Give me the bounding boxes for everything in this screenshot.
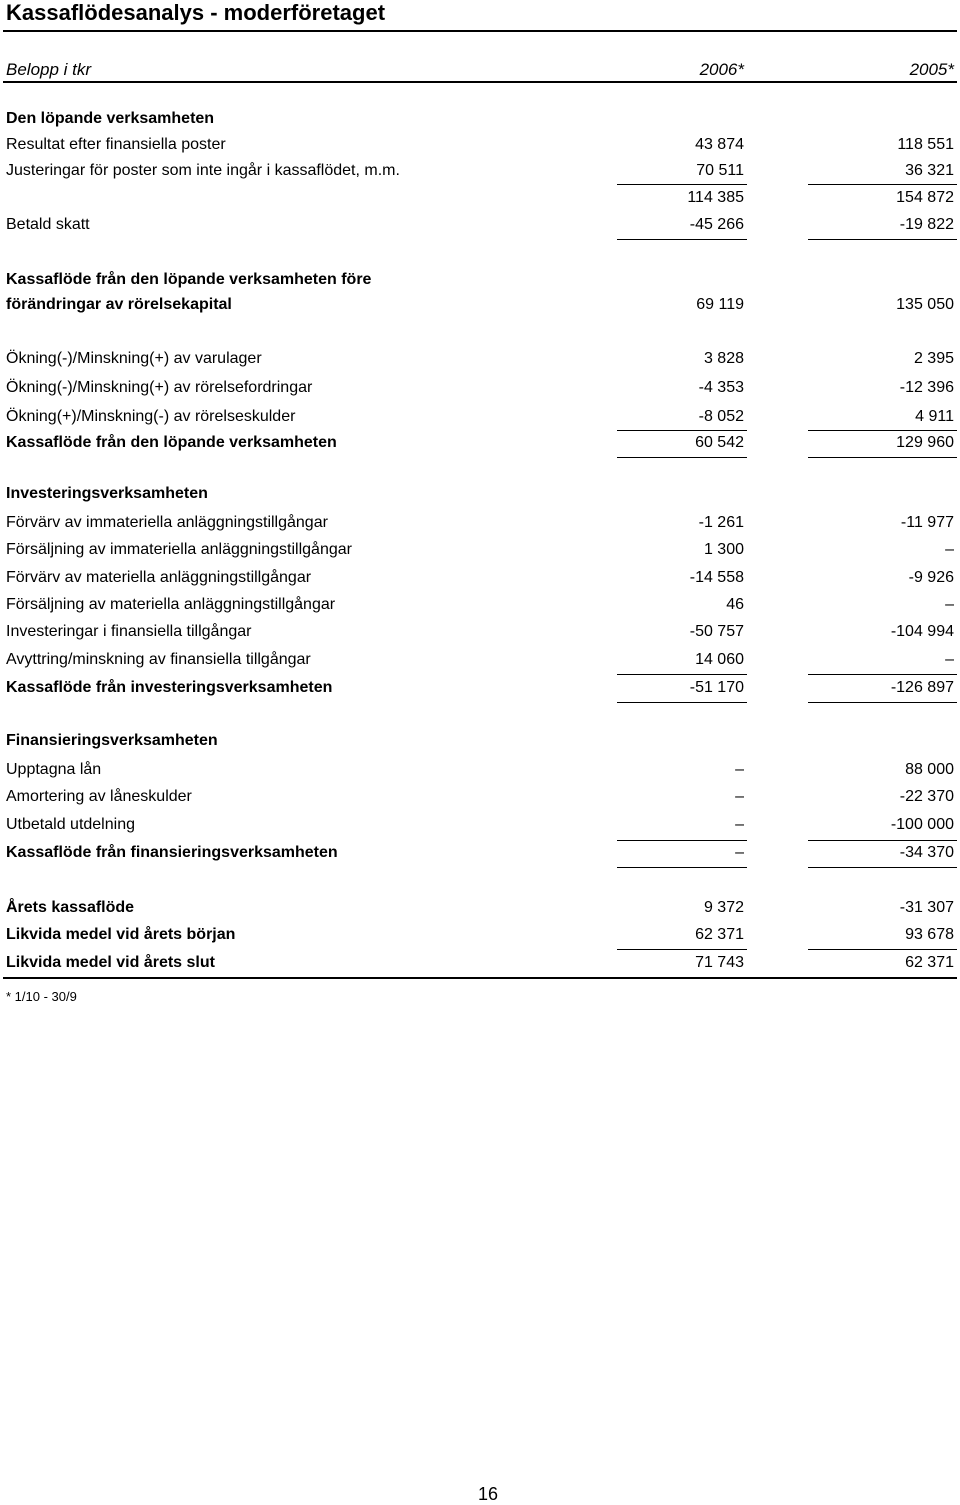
table-row: Försäljning av immateriella anläggningstillgångar 1 300 – bbox=[6, 541, 954, 558]
sum-rule bbox=[617, 840, 747, 841]
table-row: Investeringar i finansiella tillgångar -50 757 -104 994 bbox=[6, 623, 954, 640]
total-row: Likvida medel vid årets slut 71 743 62 371 bbox=[6, 954, 954, 971]
sum-rule bbox=[808, 840, 957, 841]
header-year-2006: 2006* bbox=[699, 60, 744, 79]
table-row: Justeringar för poster som inte ingår i kassaflödet, m.m. 70 511 36 321 bbox=[6, 162, 954, 179]
sum-rule bbox=[808, 867, 957, 868]
subtotal-row: 114 385 154 872 bbox=[687, 189, 954, 206]
table-row: Betald skatt -45 266 -19 822 bbox=[6, 216, 954, 233]
subtotal-row: Kassaflöde från finansieringsverksamheten – -34 370 bbox=[6, 844, 954, 861]
sum-rule bbox=[617, 674, 747, 675]
table-row: Avyttring/minskning av finansiella tillgångar 14 060 – bbox=[6, 651, 954, 668]
section-heading-investing: Investeringsverksamheten bbox=[6, 485, 208, 502]
table-row: Ökning(-)/Minskning(+) av varulager 3 828 2 395 bbox=[6, 350, 954, 367]
sum-rule bbox=[808, 674, 957, 675]
table-row: Förvärv av materiella anläggningstillgångar -14 558 -9 926 bbox=[6, 569, 954, 586]
table-row: Förvärv av immateriella anläggningstillgångar -1 261 -11 977 bbox=[6, 514, 954, 531]
section-heading-operating: Den löpande verksamheten bbox=[6, 110, 215, 127]
table-row: Försäljning av materiella anläggningstillgångar 46 – bbox=[6, 596, 954, 613]
subtotal-row: förändringar av rörelsekapital 69 119 135 050 bbox=[6, 296, 954, 313]
sum-rule bbox=[808, 702, 957, 703]
table-bottom-rule bbox=[3, 977, 957, 979]
table-row: Resultat efter finansiella poster 43 874 118 551 bbox=[6, 136, 954, 153]
table-row: Amortering av låneskulder – -22 370 bbox=[6, 788, 954, 805]
sum-rule bbox=[617, 430, 747, 431]
sum-rule bbox=[617, 457, 747, 458]
sum-rule bbox=[617, 949, 747, 950]
header-year-2005: 2005* bbox=[909, 60, 954, 79]
footnote: * 1/10 - 30/9 bbox=[6, 989, 77, 1004]
title-rule bbox=[3, 30, 957, 32]
subtotal-row: Kassaflöde från den löpande verksamheten 60 542 129 960 bbox=[6, 434, 954, 451]
sum-rule bbox=[808, 239, 957, 240]
sum-rule bbox=[617, 702, 747, 703]
table-row: Ökning(+)/Minskning(-) av rörelseskulder -8 052 4 911 bbox=[6, 408, 954, 425]
table-row: Kassaflöde från den löpande verksamheten före bbox=[6, 271, 372, 288]
subtotal-row: Kassaflöde från investeringsverksamheten -51 170 -126 897 bbox=[6, 679, 954, 696]
table-row: Upptagna lån – 88 000 bbox=[6, 761, 954, 778]
table-row: Utbetald utdelning – -100 000 bbox=[6, 816, 954, 833]
total-row: Årets kassaflöde 9 372 -31 307 bbox=[6, 899, 954, 916]
header-rule bbox=[3, 81, 957, 83]
sum-rule bbox=[617, 239, 747, 240]
sum-rule bbox=[808, 457, 957, 458]
sum-rule bbox=[617, 867, 747, 868]
table-row: Ökning(-)/Minskning(+) av rörelsefordringar -4 353 -12 396 bbox=[6, 379, 954, 396]
sum-rule bbox=[808, 949, 957, 950]
sum-rule bbox=[617, 184, 747, 185]
page-title: Kassaflödesanalys - moderföretaget bbox=[6, 0, 386, 25]
page-number: 16 bbox=[478, 1484, 499, 1504]
sum-rule bbox=[808, 430, 957, 431]
sum-rule bbox=[808, 184, 957, 185]
total-row: Likvida medel vid årets början 62 371 93 678 bbox=[6, 926, 954, 943]
header-label: Belopp i tkr bbox=[6, 60, 92, 79]
section-heading-financing: Finansieringsverksamheten bbox=[6, 732, 218, 749]
